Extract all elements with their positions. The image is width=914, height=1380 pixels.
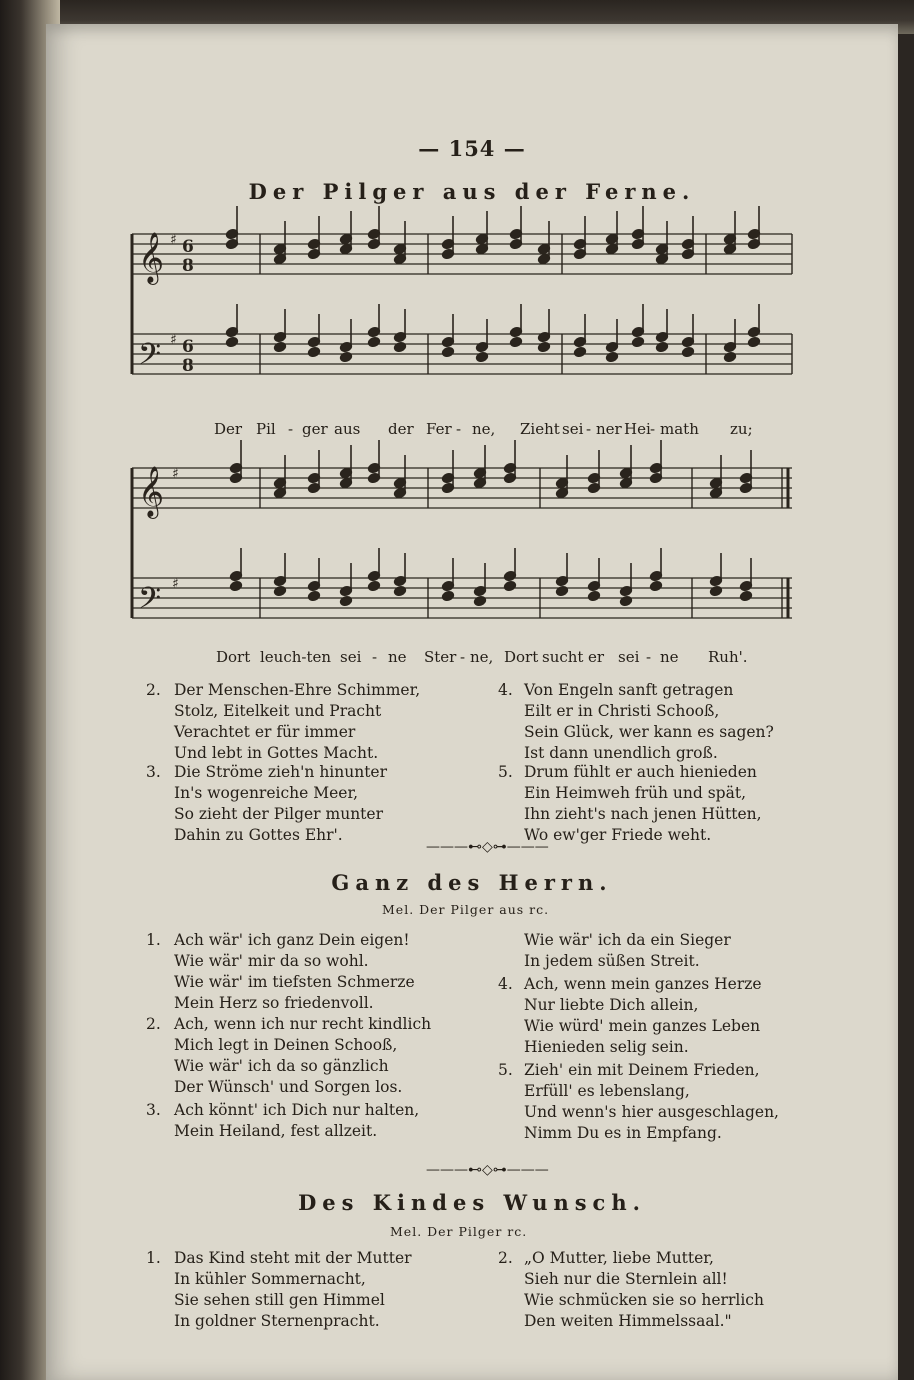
svg-text:6: 6 [182,337,194,357]
notehead [441,590,454,601]
song1-title: Der Pilger aus der Ferne. [248,179,696,204]
lyric-syllable: aus [334,420,361,438]
verse-line: Zieh' ein mit Deinem Frieden, [524,1061,760,1079]
page-number: — 154 — [418,136,526,161]
notehead [273,585,286,596]
notehead [339,351,352,362]
verse-line: Den weiten Himmelssaal." [524,1312,732,1330]
verse-line: Sieh nur die Sternlein all! [524,1270,728,1288]
verse-number: 2. [146,1015,161,1033]
svg-text:𝄢: 𝄢 [138,338,162,379]
notehead [723,351,736,362]
notehead [649,580,662,591]
verse-line: Ach, wenn mein ganzes Herze [524,975,762,993]
verse-number: 3. [146,763,161,781]
verse-line: „O Mutter, liebe Mutter, [524,1249,714,1267]
lyric-syllable: math [660,420,699,438]
verse-number: 5. [498,1061,513,1079]
verse-line: Von Engeln sanft getragen [524,681,734,699]
lyric-syllable: Zieht [520,420,560,438]
notehead [367,580,380,591]
notehead [229,580,242,591]
verse-line: Verachtet er für immer [174,723,356,741]
svg-text:8: 8 [182,256,194,276]
verse-line: Erfüll' es lebenslang, [524,1082,690,1100]
verse-line: In jedem süßen Streit. [524,952,700,970]
book-page [46,24,898,1380]
verse-line: Wie schmücken sie so herrlich [524,1291,764,1309]
notehead [605,351,618,362]
verse-line: Das Kind steht mit der Mutter [174,1249,412,1267]
song3-melody-reference: Mel. Der Pilger rc. [390,1224,528,1239]
lyric-syllable: sucht [542,648,584,666]
svg-text:♯: ♯ [170,332,177,348]
svg-text:6: 6 [182,237,194,257]
verse-line: Wie wär' im tiefsten Schmerze [174,973,415,991]
lyric-syllable: er [588,648,605,666]
notehead [393,341,406,352]
lyric-syllable: sei [562,420,584,438]
verse-line: Ach könnt' ich Dich nur halten, [174,1101,420,1119]
lyric-syllable: Pil [256,420,276,438]
notehead [307,590,320,601]
verse-line: Ein Heimweh früh und spät, [524,784,747,802]
verse-line: Ach wär' ich ganz Dein eigen! [174,931,410,949]
verse-line: Stolz, Eitelkeit und Pracht [174,702,382,720]
lyric-syllable: zu; [730,420,753,438]
lyric-syllable: - [288,420,294,438]
notehead [537,341,550,352]
verse-line: Eilt er in Christi Schooß, [524,702,720,720]
svg-text:𝄞: 𝄞 [138,232,165,283]
verse-line: Nur liebte Dich allein, [524,996,699,1014]
verse-number: 4. [498,681,513,699]
notehead [273,341,286,352]
lyric-syllable: sei [618,648,640,666]
verse-line: In's wogenreiche Meer, [174,784,359,802]
notehead [393,585,406,596]
notehead [367,336,380,347]
lyric-syllable: - [460,648,466,666]
song2-melody-reference: Mel. Der Pilger aus rc. [382,902,550,917]
notehead [307,346,320,357]
verse-line: Wie wär' ich da ein Sieger [524,931,731,949]
verse-line: Drum fühlt er auch hienieden [524,763,757,781]
svg-text:♯: ♯ [172,466,179,482]
lyric-syllable: ne, [470,648,494,666]
verse-line: Ist dann unendlich groß. [524,744,718,762]
svg-text:𝄞: 𝄞 [138,466,165,517]
ornament-divider: ———⊷◇⊶——— [426,1162,549,1178]
svg-text:♯: ♯ [170,232,177,248]
lyric-syllable: sei [340,648,362,666]
notehead [739,590,752,601]
verse-line: Wie wär' mir da so wohl. [174,952,369,970]
verse-number: 2. [146,681,161,699]
verse-line: Wie wär' ich da so gänzlich [174,1057,389,1075]
notehead [619,595,632,606]
lyric-syllable: ne [388,648,407,666]
song1-lyrics-line-2 [46,648,898,672]
verse-number: 4. [498,975,513,993]
notehead [503,580,516,591]
lyric-syllable: - [646,648,652,666]
verse-number: 1. [146,931,161,949]
song2-title: Ganz des Herrn. [331,870,613,895]
verse-number: 5. [498,763,513,781]
notehead [339,595,352,606]
verse-line: Nimm Du es in Empfang. [524,1124,722,1142]
svg-text:8: 8 [182,356,194,376]
notehead [475,351,488,362]
verse-line: Der Menschen-Ehre Schimmer, [174,681,421,699]
lyric-syllable: leuch-ten [260,648,332,666]
music-system-2 [132,456,802,656]
system2-treble-staff [132,468,792,508]
svg-text:♯: ♯ [172,576,179,592]
verse-line: Und lebt in Gottes Macht. [174,744,379,762]
verse-number: 2. [498,1249,513,1267]
ornament-divider: ———⊷◇⊶——— [426,839,549,855]
song3-title: Des Kindes Wunsch. [298,1190,646,1215]
verse-line: Sie sehen still gen Himmel [174,1291,385,1309]
verse-line: Dahin zu Gottes Ehr'. [174,826,343,844]
lyric-syllable: Dort [216,648,251,666]
verse-line: In goldner Sternenpracht. [174,1312,380,1330]
verse-number: 3. [146,1101,161,1119]
lyric-syllable: Ruh'. [708,648,748,666]
lyric-syllable: Ster [424,648,457,666]
lyric-syllable: der [388,420,414,438]
verse-line: Hienieden selig sein. [524,1038,689,1056]
lyric-syllable: Hei [624,420,651,438]
lyric-syllable: ner [596,420,622,438]
verse-line: Sein Glück, wer kann es sagen? [524,723,774,741]
notehead [473,595,486,606]
lyric-syllable: - [650,420,656,438]
verse-line: In kühler Sommernacht, [174,1270,366,1288]
svg-text:𝄢: 𝄢 [138,582,162,623]
lyric-syllable: - [456,420,462,438]
notehead [681,346,694,357]
verse-line: Mein Heiland, fest allzeit. [174,1122,378,1140]
lyric-syllable: ne, [472,420,496,438]
notehead [747,336,760,347]
lyric-syllable: - [372,648,378,666]
notehead [225,336,238,347]
music-system-1 [132,222,802,432]
verse-line: Die Ströme zieh'n hinunter [174,763,388,781]
verse-line: Wo ew'ger Friede weht. [524,826,712,844]
verse-line: Ach, wenn ich nur recht kindlich [174,1015,432,1033]
notehead [441,346,454,357]
verse-line: Mein Herz so friedenvoll. [174,994,374,1012]
notehead [587,590,600,601]
verse-line: Und wenn's hier ausgeschlagen, [524,1103,779,1121]
verse-line: Mich legt in Deinen Schooß, [174,1036,398,1054]
notehead [509,336,522,347]
notehead [555,585,568,596]
lyric-syllable: Dort [504,648,539,666]
notehead [655,341,668,352]
verse-number: 1. [146,1249,161,1267]
verse-line: So zieht der Pilger munter [174,805,383,823]
verse-line: Der Wünsch' und Sorgen los. [174,1078,403,1096]
verse-line: Ihn zieht's nach jenen Hütten, [524,805,762,823]
lyric-syllable: Der [214,420,243,438]
notehead [573,346,586,357]
verse-line: Wie würd' mein ganzes Leben [524,1017,761,1035]
notehead [709,585,722,596]
lyric-syllable: - [586,420,592,438]
song1-lyrics-line-1 [46,420,898,444]
notehead [631,336,644,347]
lyric-syllable: ne [660,648,679,666]
lyric-syllable: Fer [426,420,452,438]
lyric-syllable: ger [302,420,328,438]
